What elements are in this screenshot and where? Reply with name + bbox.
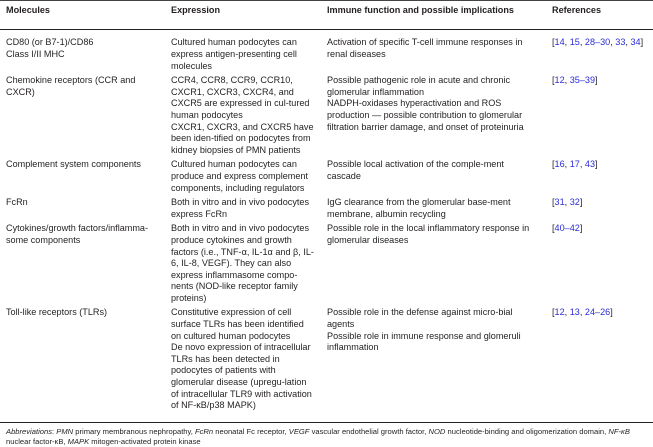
expression-cell: [165, 30, 321, 75]
reference-link[interactable]: 14: [554, 37, 565, 48]
abbreviation-term: MAPK: [67, 437, 90, 447]
abbreviation-definition: nucleotide-binding and oligomerization domain: [447, 426, 605, 436]
table-row: [0, 197, 653, 223]
table-row: [0, 75, 653, 159]
reference-separator: ,: [564, 75, 570, 86]
reference-separator: ,: [564, 307, 570, 318]
references-cell: [546, 197, 653, 223]
immune-function-cell: [321, 75, 546, 159]
reference-link[interactable]: 15: [569, 37, 580, 48]
cell-text-line: Possible role in the local inflammatory response in glomerular diseases: [327, 223, 530, 245]
expression-cell: [165, 159, 321, 197]
bracket-close: ]: [579, 197, 583, 208]
bracket-close: ]: [579, 223, 583, 234]
reference-list: [552, 223, 582, 233]
cell-text-line: Both in vitro and in vivo podocytes express FcRn: [171, 197, 310, 219]
reference-link[interactable]: 28–30: [584, 37, 611, 48]
cell-text-line: Both in vitro and in vivo podocytes produce cytokines and growth factors (i.e., TNF-α, IL-1α and β, IL-6, IL-8, VEGF). They can also express inflammasome compo-nents (NOD-like receptor family proteins): [171, 223, 314, 303]
reference-separator: ,: [564, 37, 570, 48]
cell-text-line: Constitutive expression of cell surface TLRs has been identified on cultured human podocytes: [171, 307, 304, 341]
table-body: [0, 30, 653, 422]
reference-separator: ,: [610, 37, 616, 48]
bracket-close: ]: [610, 307, 613, 318]
references-cell: [546, 30, 653, 75]
cell-text-line: CD80 (or B7-1)/CD86: [6, 37, 94, 48]
entry-separator: ,: [604, 426, 609, 436]
immune-function-cell: [321, 197, 546, 223]
reference-list: [552, 75, 598, 85]
label-colon: :: [52, 426, 57, 436]
molecules-cell: [0, 223, 165, 307]
abbreviation-definition: nuclear factor-κB: [6, 437, 64, 447]
cell-text-line: Chemokine receptors (CCR and CXCR): [6, 75, 136, 97]
molecules-cell: [0, 159, 165, 197]
expression-cell: [165, 223, 321, 307]
abbreviations-footnote: [0, 423, 653, 447]
expression-cell: [165, 75, 321, 159]
bracket-open: [: [552, 75, 555, 86]
abbreviation-term: NF-κB: [608, 426, 630, 436]
cell-text-line: CXCR1, CXCR3, and CXCR5 have been iden-tified on podocytes from kidney biopsies of PMN patients: [171, 121, 314, 155]
molecules-cell: [0, 307, 165, 422]
reference-link[interactable]: 33: [615, 37, 626, 48]
table-row: [0, 223, 653, 307]
immune-function-cell: [321, 307, 546, 422]
cell-text-line: Possible pathogenic role in acute and chronic glomerular inflammation: [327, 75, 511, 97]
cell-text-line: CCR4, CCR8, CCR9, CCR10, CXCR1, CXCR3, CXCR4, and CXCR5 are expressed in cul-tured human podocytes: [171, 75, 310, 120]
reference-separator: ,: [564, 197, 570, 208]
bracket-open: [: [552, 197, 555, 208]
cell-text-line: Possible local activation of the comple-ment cascade: [327, 159, 504, 181]
cell-text-line: De novo expression of intracellular TLRs has been detected in podocytes of patients with glomerular disease (upregu-lation of intracellular TLR9 with activation of NF-κB/p38 MAPK): [171, 342, 312, 411]
reference-link[interactable]: 24–26: [584, 307, 611, 318]
abbreviation-definition: neonatal Fc receptor: [215, 426, 285, 436]
cell-text-line: Possible role in the defense against micro-bial agents: [327, 307, 513, 330]
abbreviations-label: Abbreviations: [6, 426, 53, 436]
references-cell: [546, 307, 653, 422]
table-row: [0, 30, 653, 75]
reference-separator: ,: [579, 307, 585, 318]
cell-text-line: Cultured human podocytes can produce and express complement components, including regulators: [171, 159, 308, 193]
reference-link[interactable]: 40–42: [554, 223, 580, 234]
header-references: References: [552, 5, 602, 15]
cell-text-line: Possible role in immune response and glomeruli inflammation: [327, 330, 521, 353]
reference-link[interactable]: 17: [569, 159, 580, 170]
table-header: [0, 1, 653, 30]
abbreviation-term: VEGF: [288, 426, 310, 436]
header-molecules: Molecules: [6, 5, 50, 15]
cell-text-line: Toll-like receptors (TLRs): [6, 307, 108, 318]
molecules-cell: [0, 197, 165, 223]
expression-cell: [165, 197, 321, 223]
abbreviation-term: FcRn: [195, 426, 214, 436]
reference-list: [552, 37, 643, 47]
bracket-open: [: [552, 37, 555, 48]
bracket-open: [: [552, 307, 555, 318]
cell-text-line: Class I/II MHC: [6, 49, 65, 59]
cell-text-line: Complement system components: [6, 159, 141, 170]
entry-separator: ,: [190, 426, 195, 436]
references-cell: [546, 223, 653, 307]
entry-separator: ,: [63, 437, 68, 447]
reference-link[interactable]: 34: [630, 37, 641, 48]
cell-text-line: NADPH-oxidases hyperactivation and ROS production — possible contribution to glomerular filtration barrier damage, and onset of proteinuria: [327, 98, 524, 132]
bracket-close: ]: [595, 159, 598, 170]
reference-link[interactable]: 12: [554, 75, 565, 86]
references-cell: [546, 75, 653, 159]
bracket-close: ]: [595, 75, 598, 86]
molecules-cell: [0, 75, 165, 159]
reference-link[interactable]: 31: [554, 197, 565, 208]
reference-link[interactable]: 13: [569, 307, 580, 318]
reference-list: [552, 197, 582, 207]
bracket-close: ]: [640, 37, 644, 48]
reference-list: [552, 307, 613, 317]
table-row: [0, 307, 653, 422]
entry-separator: ,: [424, 426, 429, 436]
reference-list: [552, 159, 598, 169]
immune-function-cell: [321, 223, 546, 307]
reference-link[interactable]: 32: [569, 197, 580, 208]
reference-link[interactable]: 35–39: [569, 75, 596, 86]
abbreviation-term: PMN: [56, 426, 74, 436]
cell-text-line: IgG clearance from the glomerular base-ment membrane, albumin recycling: [327, 197, 511, 219]
reference-link[interactable]: 16: [554, 159, 565, 170]
table-row: [0, 159, 653, 197]
reference-separator: ,: [625, 37, 631, 48]
abbreviation-definition: primary membranous nephropathy: [75, 426, 191, 436]
header-expression: Expression: [171, 5, 221, 15]
abbreviation-definition: vascular endothelial growth factor: [311, 426, 425, 436]
header-immune-function: Immune function and possible implications: [327, 5, 514, 15]
bracket-open: [: [552, 159, 555, 170]
reference-link[interactable]: 43: [584, 159, 596, 170]
abbreviation-term: NOD: [428, 426, 446, 436]
expression-cell: [165, 307, 321, 422]
reference-link[interactable]: 12: [554, 307, 565, 318]
abbreviation-definition: mitogen-activated protein kinase: [91, 437, 201, 447]
molecules-cell: [0, 30, 165, 75]
immune-function-cell: [321, 159, 546, 197]
reference-separator: ,: [564, 159, 570, 170]
bracket-open: [: [552, 223, 555, 234]
cell-text-line: Cultured human podocytes can express antigen-presenting cell molecules: [171, 37, 297, 71]
reference-separator: ,: [579, 37, 585, 48]
entry-separator: ,: [284, 426, 289, 436]
cell-text-line: Activation of specific T-cell immune responses in renal diseases: [327, 37, 523, 59]
references-cell: [546, 159, 653, 197]
reference-separator: ,: [579, 159, 585, 170]
cell-text-line: Cytokines/growth factors/inflamma-some components: [6, 223, 149, 245]
immune-function-cell: [321, 30, 546, 75]
cell-text-line: FcRn: [6, 197, 28, 208]
header-row: [0, 1, 653, 30]
